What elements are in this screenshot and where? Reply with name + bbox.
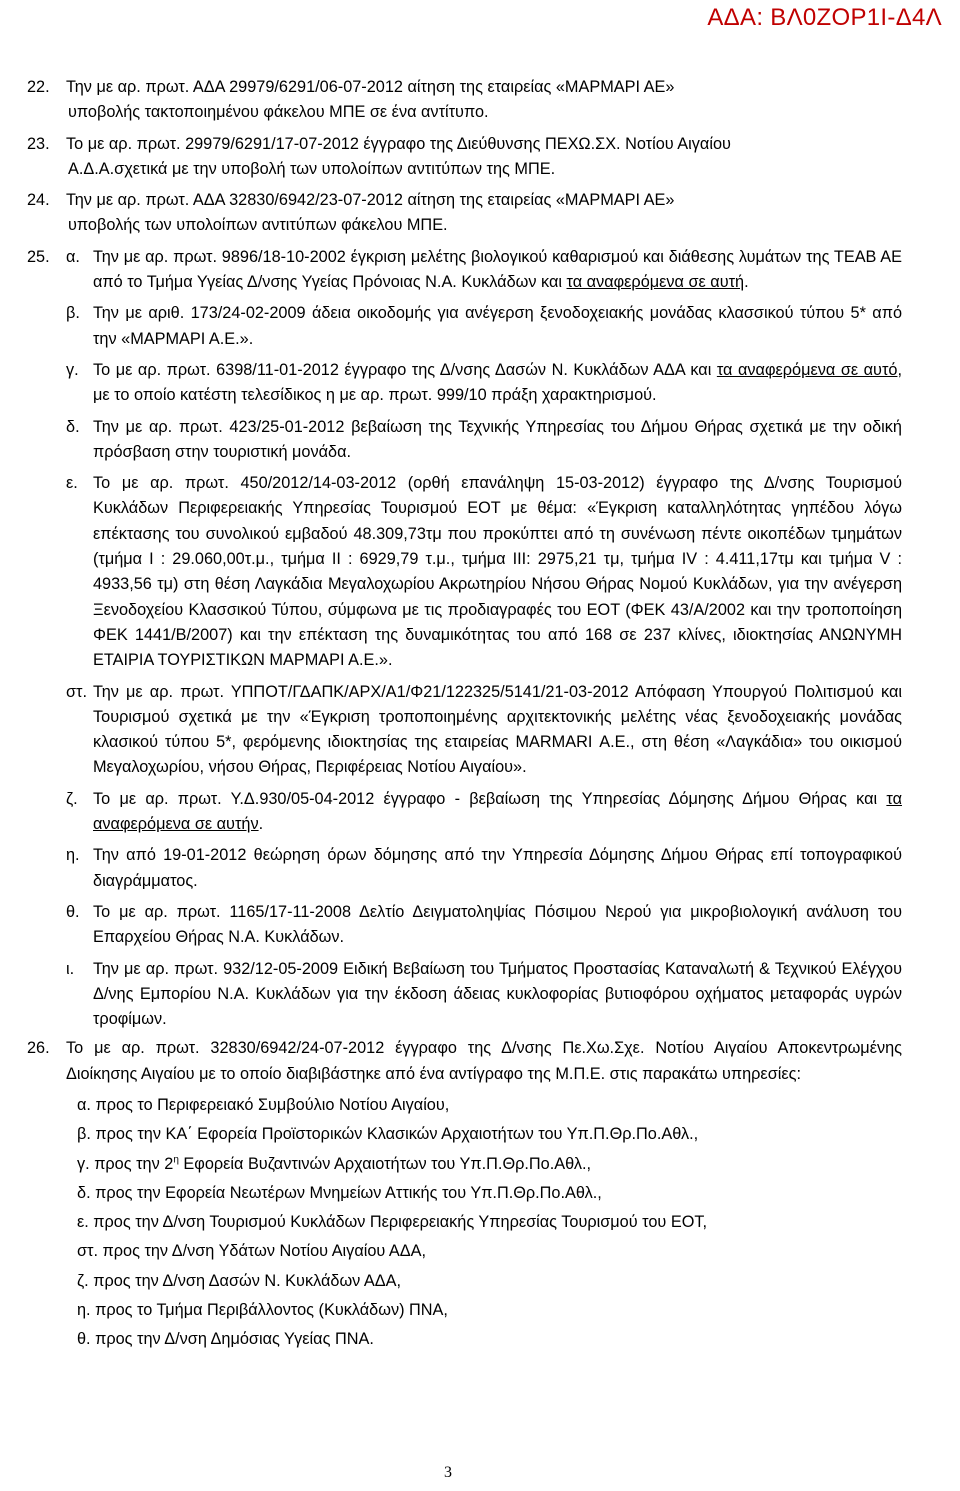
recipient-item: δ. προς την Εφορεία Νεωτέρων Μνημείων Αττικής του Υπ.Π.Θρ.Πο.Αθλ., <box>77 1183 602 1202</box>
sub-label: στ. <box>66 682 88 701</box>
sub-label: γ. <box>66 360 79 379</box>
sub-text: Την με αρ. πρωτ. 932/12-05-2009 Ειδική Βεβαίωση του Τμήματος Προστασίας Καταναλωτή & Τεχνικού Ελέγχου Δ/νης Εμπορίου Ν.Α. Κυκλάδων για την έκδοση άδειας κυκλοφορίας βυτιοφόρου οχήματος μεταφοράς υγρών τροφίμων. <box>93 959 902 1029</box>
ada-header: ΑΔΑ: ΒΛ0ΖΟΡ1Ι-Δ4Λ <box>707 4 942 31</box>
sub-label: ζ. <box>66 789 78 808</box>
recipient-item: α. προς το Περιφερειακό Συμβούλιο Νοτίου Αιγαίου, <box>77 1095 450 1114</box>
recipient-item: στ. προς την Δ/νση Υδάτων Νοτίου Αιγαίου ΑΔΑ, <box>77 1242 427 1261</box>
sub-text: Το με αρ. πρωτ. 1165/17-11-2008 Δελτίο Δειγματοληψίας Πόσιμου Νερού για μικροβιολογική ανάλυση του Επαρχείου Θήρας Ν.Α. Κυκλάδων. <box>93 902 902 947</box>
sub-text: Την από 19-01-2012 θεώρηση όρων δόμησης από την Υπηρεσία Δόμησης Δήμου Θήρας επί τοπογραφικού διαγράμματος. <box>93 846 902 890</box>
page-number: 3 <box>444 1464 452 1481</box>
sub-label: η. <box>66 846 80 865</box>
item-26 <box>27 1036 902 1087</box>
item-23 <box>27 132 902 183</box>
sub-item-d <box>66 415 902 466</box>
sub-text-end: . <box>744 273 749 292</box>
item-25 <box>27 245 902 1037</box>
sub-text: Την με αριθ. 173/24-02-2009 άδεια οικοδομής για ανέγερση ξενοδοχειακής μονάδας κλασσικού τύπου 5* από την «ΜΑΡΜΑΡΙ Α.Ε.». <box>93 304 902 348</box>
item-24 <box>27 188 902 239</box>
sub-text: Την με αρ. πρωτ. 423/25-01-2012 βεβαίωση της Τεχνικής Υπηρεσίας του Δήμου Θήρας σχετικά με την οδική πρόσβαση στην τουριστική μονάδα. <box>93 417 902 461</box>
item-number: 26. <box>27 1039 50 1058</box>
item-number: 22. <box>27 78 50 96</box>
recipient-item: η. προς το Τμήμα Περιβάλλοντος (Κυκλάδων) ΠΝΑ, <box>77 1301 448 1320</box>
recipient-text: γ. προς την 2 <box>77 1154 174 1173</box>
sub-label: ε. <box>66 474 78 493</box>
underlined-ref: τα αναφερόμενα σε αυτήν <box>93 789 902 834</box>
sub-item-i <box>66 957 902 1033</box>
item-text: Το με αρ. πρωτ. 32830/6942/24-07-2012 έγγραφο της Δ/νσης Πε.Χω.Σχε. Νοτίου Αιγαίου Αποκεντρωμένης Διοίκησης Αιγαίου με το οποίο διαβιβάστηκε από ένα αντίγραφο της Μ.Π.Ε. στις παρακάτω υπηρεσίες: <box>66 1039 902 1083</box>
underlined-ref: τα αναφερόμενα σε αυτή <box>566 273 745 292</box>
sub-label: ι. <box>66 959 75 978</box>
sub-label: α. <box>66 247 80 266</box>
sub-text-end: , με το οποίο κατέστη τελεσίδικος η με αρ. πρωτ. 999/10 πράξη χαρακτηρισμού. <box>93 360 902 405</box>
item-number: 24. <box>27 191 50 210</box>
sub-text: Το με αρ. πρωτ. Υ.Δ.930/05-04-2012 έγγραφο - βεβαίωση της Υπηρεσίας Δόμησης Δήμου Θήρας και <box>93 789 878 808</box>
sub-item-a <box>66 245 902 296</box>
item-text-cont: υποβολής τακτοποιημένου φάκελου ΜΠΕ σε ένα αντίτυπο. <box>68 103 489 122</box>
sub-text: Την με αρ. πρωτ. ΥΠΠΟΤ/ΓΔΑΠΚ/ΑΡΧ/Α1/Φ21/122325/5141/21-03-2012 Απόφαση Υπουργού Πολιτισμού και Τουρισμού σχετικά με την «Έγκριση τροποποιημένης αρχιτεκτονικής μελέτης νέας ξενοδοχειακής μονάδας κλασικού τύπου 5*, φερόμενης ιδιοκτησίας της εταιρείας MARMARI Α.Ε., στη θέση «Λαγκάδια» του οικισμού Μεγαλοχωρίου, νήσου Θήρας, Περιφέρειας Νοτίου Αιγαίου». <box>93 682 902 777</box>
recipient-item: θ. προς την Δ/νση Δημόσιας Υγείας ΠΝΑ. <box>77 1330 374 1349</box>
item-number: 23. <box>27 134 50 153</box>
recipient-item: β. προς την ΚΑ΄ Εφορεία Προϊστορικών Κλασικών Αρχαιοτήτων του Υπ.Π.Θρ.Πο.Αθλ., <box>77 1125 699 1144</box>
superscript: η <box>173 1154 179 1166</box>
item-22 <box>27 75 902 126</box>
item-text-cont: Α.Δ.Α.σχετικά με την υποβολή των υπολοίπων αντιτύπων της ΜΠΕ. <box>68 159 556 178</box>
sub-label: θ. <box>66 902 80 921</box>
recipient-item <box>27 1152 902 1177</box>
item-number: 25. <box>27 247 50 266</box>
sub-item-z <box>66 787 902 838</box>
sub-text: Το με αρ. πρωτ. 6398/11-01-2012 έγγραφο της Δ/νσης Δασών Ν. Κυκλάδων ΑΔΑ και <box>93 360 712 379</box>
sub-label: β. <box>66 304 80 323</box>
item-text: Την με αρ. πρωτ. ΑΔΑ 32830/6942/23-07-2012 αίτηση της εταιρείας «ΜΑΡΜΑΡΙ ΑΕ» <box>66 191 675 210</box>
item-text-cont: υποβολής των υπολοίπων αντιτύπων φάκελου ΜΠΕ. <box>68 216 448 235</box>
recipient-item: ε. προς την Δ/νση Τουρισμού Κυκλάδων Περιφερειακής Υπηρεσίας Τουρισμού του ΕΟΤ, <box>77 1213 708 1232</box>
sub-item-th <box>66 900 902 951</box>
sub-text: Το με αρ. πρωτ. 450/2012/14-03-2012 (ορθή επανάληψη 15-03-2012) έγγραφο της Δ/νσης Τουρισμού Κυκλάδων Περιφερειακής Υπηρεσίας Τουρισμού ΕΟΤ με θέμα: «Έγκριση καταλληλότητας γηπέδου λόγω επέκτασης του συνολικού εμβαδού 48.309,73τμ που προκύπτει από τη συνένωση πέντε οικοπέδων τμημάτων (τμήμα Ι : 29.060,00τ.μ., τμήμα ΙΙ : 6929,79 τ.μ., τμήμα ΙΙΙ: 2975,21 τμ, τμήμα IV : 4.411,17τμ και τμήμα V : 4933,56 τμ) στη θέση Λαγκάδια Μεγαλοχωρίου Ακρωτηρίου Νήσου Θήρας Νομού Κυκλάδων, για την ανέγερση Ξενοδοχείου Κλασσικού Τύπου, σύμφωνα με τις προδιαγραφές του ΕΟΤ (ΦΕΚ 43/Α/2002 και την τροποποίηση ΦΕΚ 1441/Β/2007) και την επέκταση της δυναμικότητας του από 168 σε 237 κλίνες, ιδιοκτησίας ΑΝΩΝΥΜΗ ΕΤΑΙΡΙΑ ΤΟΥΡΙΣΤΙΚΩΝ ΜΑΡΜΑΡΙ Α.Ε.». <box>93 474 902 670</box>
recipient-item: ζ. προς την Δ/νση Δασών Ν. Κυκλάδων ΑΔΑ, <box>77 1271 402 1290</box>
sub-item-b <box>66 301 902 352</box>
sub-text: Την με αρ. πρωτ. 9896/18-10-2002 έγκριση μελέτης βιολογικού καθαρισμού και διάθεσης λυμάτων της ΤΕΑΒ ΑΕ από το Τμήμα Υγείας Δ/νσης Υγείας Πρόνοιας Ν.Α. Κυκλάδων και <box>93 247 902 292</box>
item-text: Το με αρ. πρωτ. 29979/6291/17-07-2012 έγγραφο της Διεύθυνσης ΠΕΧΩ.ΣΧ. Νοτίου Αιγαίου <box>66 134 731 153</box>
recipient-text-rest: Εφορεία Βυζαντινών Αρχαιοτήτων του Υπ.Π.Θρ.Πο.Αθλ., <box>178 1154 592 1173</box>
sub-item-e <box>66 471 902 673</box>
item-text: Την με αρ. πρωτ. ΑΔΑ 29979/6291/06-07-2012 αίτηση της εταιρείας «ΜΑΡΜΑΡΙ ΑΕ» <box>66 78 675 96</box>
sub-item-st <box>66 680 902 781</box>
sub-text-end: . <box>258 815 264 834</box>
sub-item-g <box>66 358 902 409</box>
underlined-ref: τα αναφερόμενα σε αυτό <box>716 360 898 379</box>
document-body <box>27 75 902 1357</box>
sub-label: δ. <box>66 417 80 436</box>
sub-item-h <box>66 843 902 894</box>
